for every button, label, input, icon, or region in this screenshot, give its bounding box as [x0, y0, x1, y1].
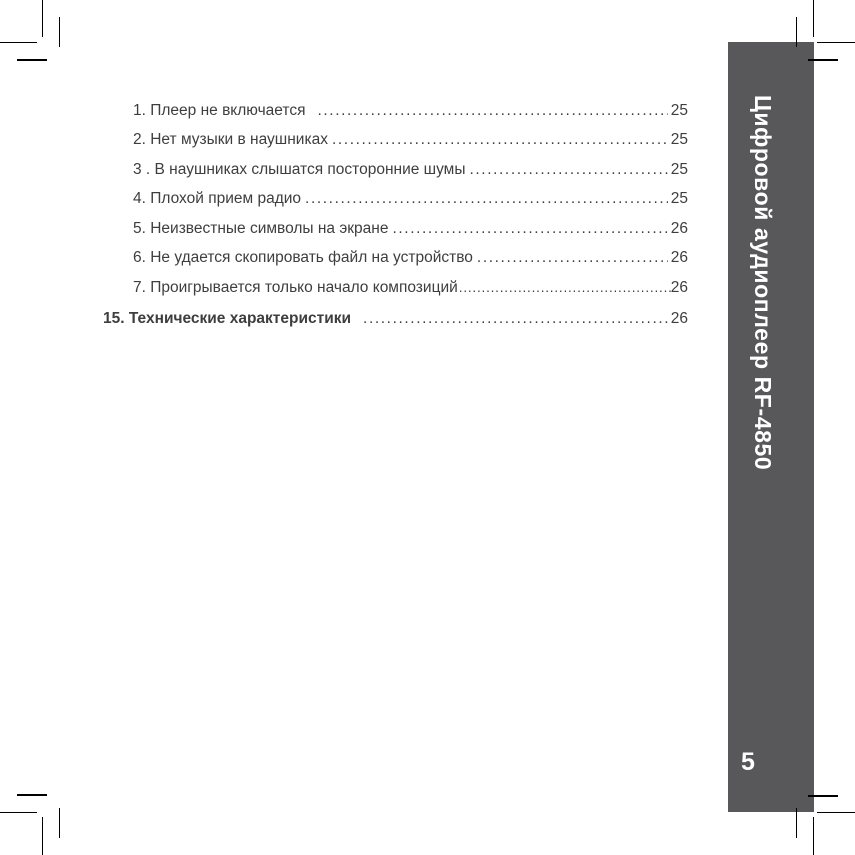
toc-entry-label: 4. Плохой прием радио — [133, 190, 302, 208]
toc-entry-label: 15. Технические характеристики — [103, 310, 352, 328]
table-of-contents — [103, 96, 688, 334]
crop-mark-line — [813, 0, 815, 37]
crop-mark-line — [0, 42, 37, 44]
crop-mark-line — [42, 817, 44, 855]
toc-entry-page: 26 — [670, 310, 688, 328]
sidebar-tab — [728, 42, 814, 812]
crop-mark-line — [808, 59, 838, 61]
toc-leader-dots — [363, 304, 668, 333]
toc-leader-dots — [459, 273, 671, 302]
toc-entry-page: 25 — [670, 190, 688, 208]
toc-entry-label: 2. Нет музыки в наушниках — [133, 131, 328, 149]
crop-mark-line — [817, 42, 855, 44]
crop-mark-line — [796, 808, 798, 838]
toc-entry — [103, 184, 688, 213]
toc-entry-page: 26 — [670, 278, 688, 296]
crop-mark-line — [0, 812, 37, 814]
toc-entry-page: 26 — [670, 219, 688, 237]
toc-entry-label: 5. Неизвестные символы на экране — [133, 219, 389, 237]
crop-mark-line — [796, 17, 798, 47]
toc-entry-label: 3 . В наушниках слышатся посторонние шумы — [133, 160, 466, 178]
crop-mark-line — [42, 0, 44, 37]
crop-mark-line — [817, 812, 855, 814]
toc-leader-dots — [305, 184, 668, 213]
crop-mark-line — [17, 794, 47, 796]
toc-entry-page: 25 — [670, 160, 688, 178]
toc-entry-page: 26 — [670, 249, 688, 267]
toc-leader-dots — [317, 96, 667, 125]
toc-entry-label: 6. Не удается скопировать файл на устройство — [133, 249, 473, 267]
toc-entry-label: 7. Проигрывается только начало композиций — [133, 278, 458, 296]
toc-entry — [103, 243, 688, 272]
crop-mark-line — [59, 17, 61, 47]
toc-leader-dots — [332, 125, 668, 154]
toc-entry-label: 1. Плеер не включается — [133, 102, 306, 119]
toc-entry — [103, 125, 688, 154]
toc-entry — [103, 96, 688, 125]
crop-mark-line — [813, 817, 815, 855]
toc-leader-dots — [477, 243, 668, 272]
toc-entry-page: 25 — [670, 131, 688, 149]
page-number: 5 — [741, 748, 755, 776]
toc-entry — [103, 273, 688, 302]
toc-entry — [103, 304, 688, 333]
crop-mark-line — [17, 59, 47, 61]
crop-mark-line — [808, 795, 838, 797]
crop-mark-line — [59, 808, 61, 838]
toc-entry — [103, 155, 688, 184]
toc-entry-page: 25 — [670, 102, 688, 119]
sidebar-vertical-title: Цифровой аудиоплеер RF-4850 — [750, 95, 776, 471]
toc-leader-dots — [469, 155, 667, 184]
toc-leader-dots — [392, 214, 667, 243]
toc-entry — [103, 214, 688, 243]
